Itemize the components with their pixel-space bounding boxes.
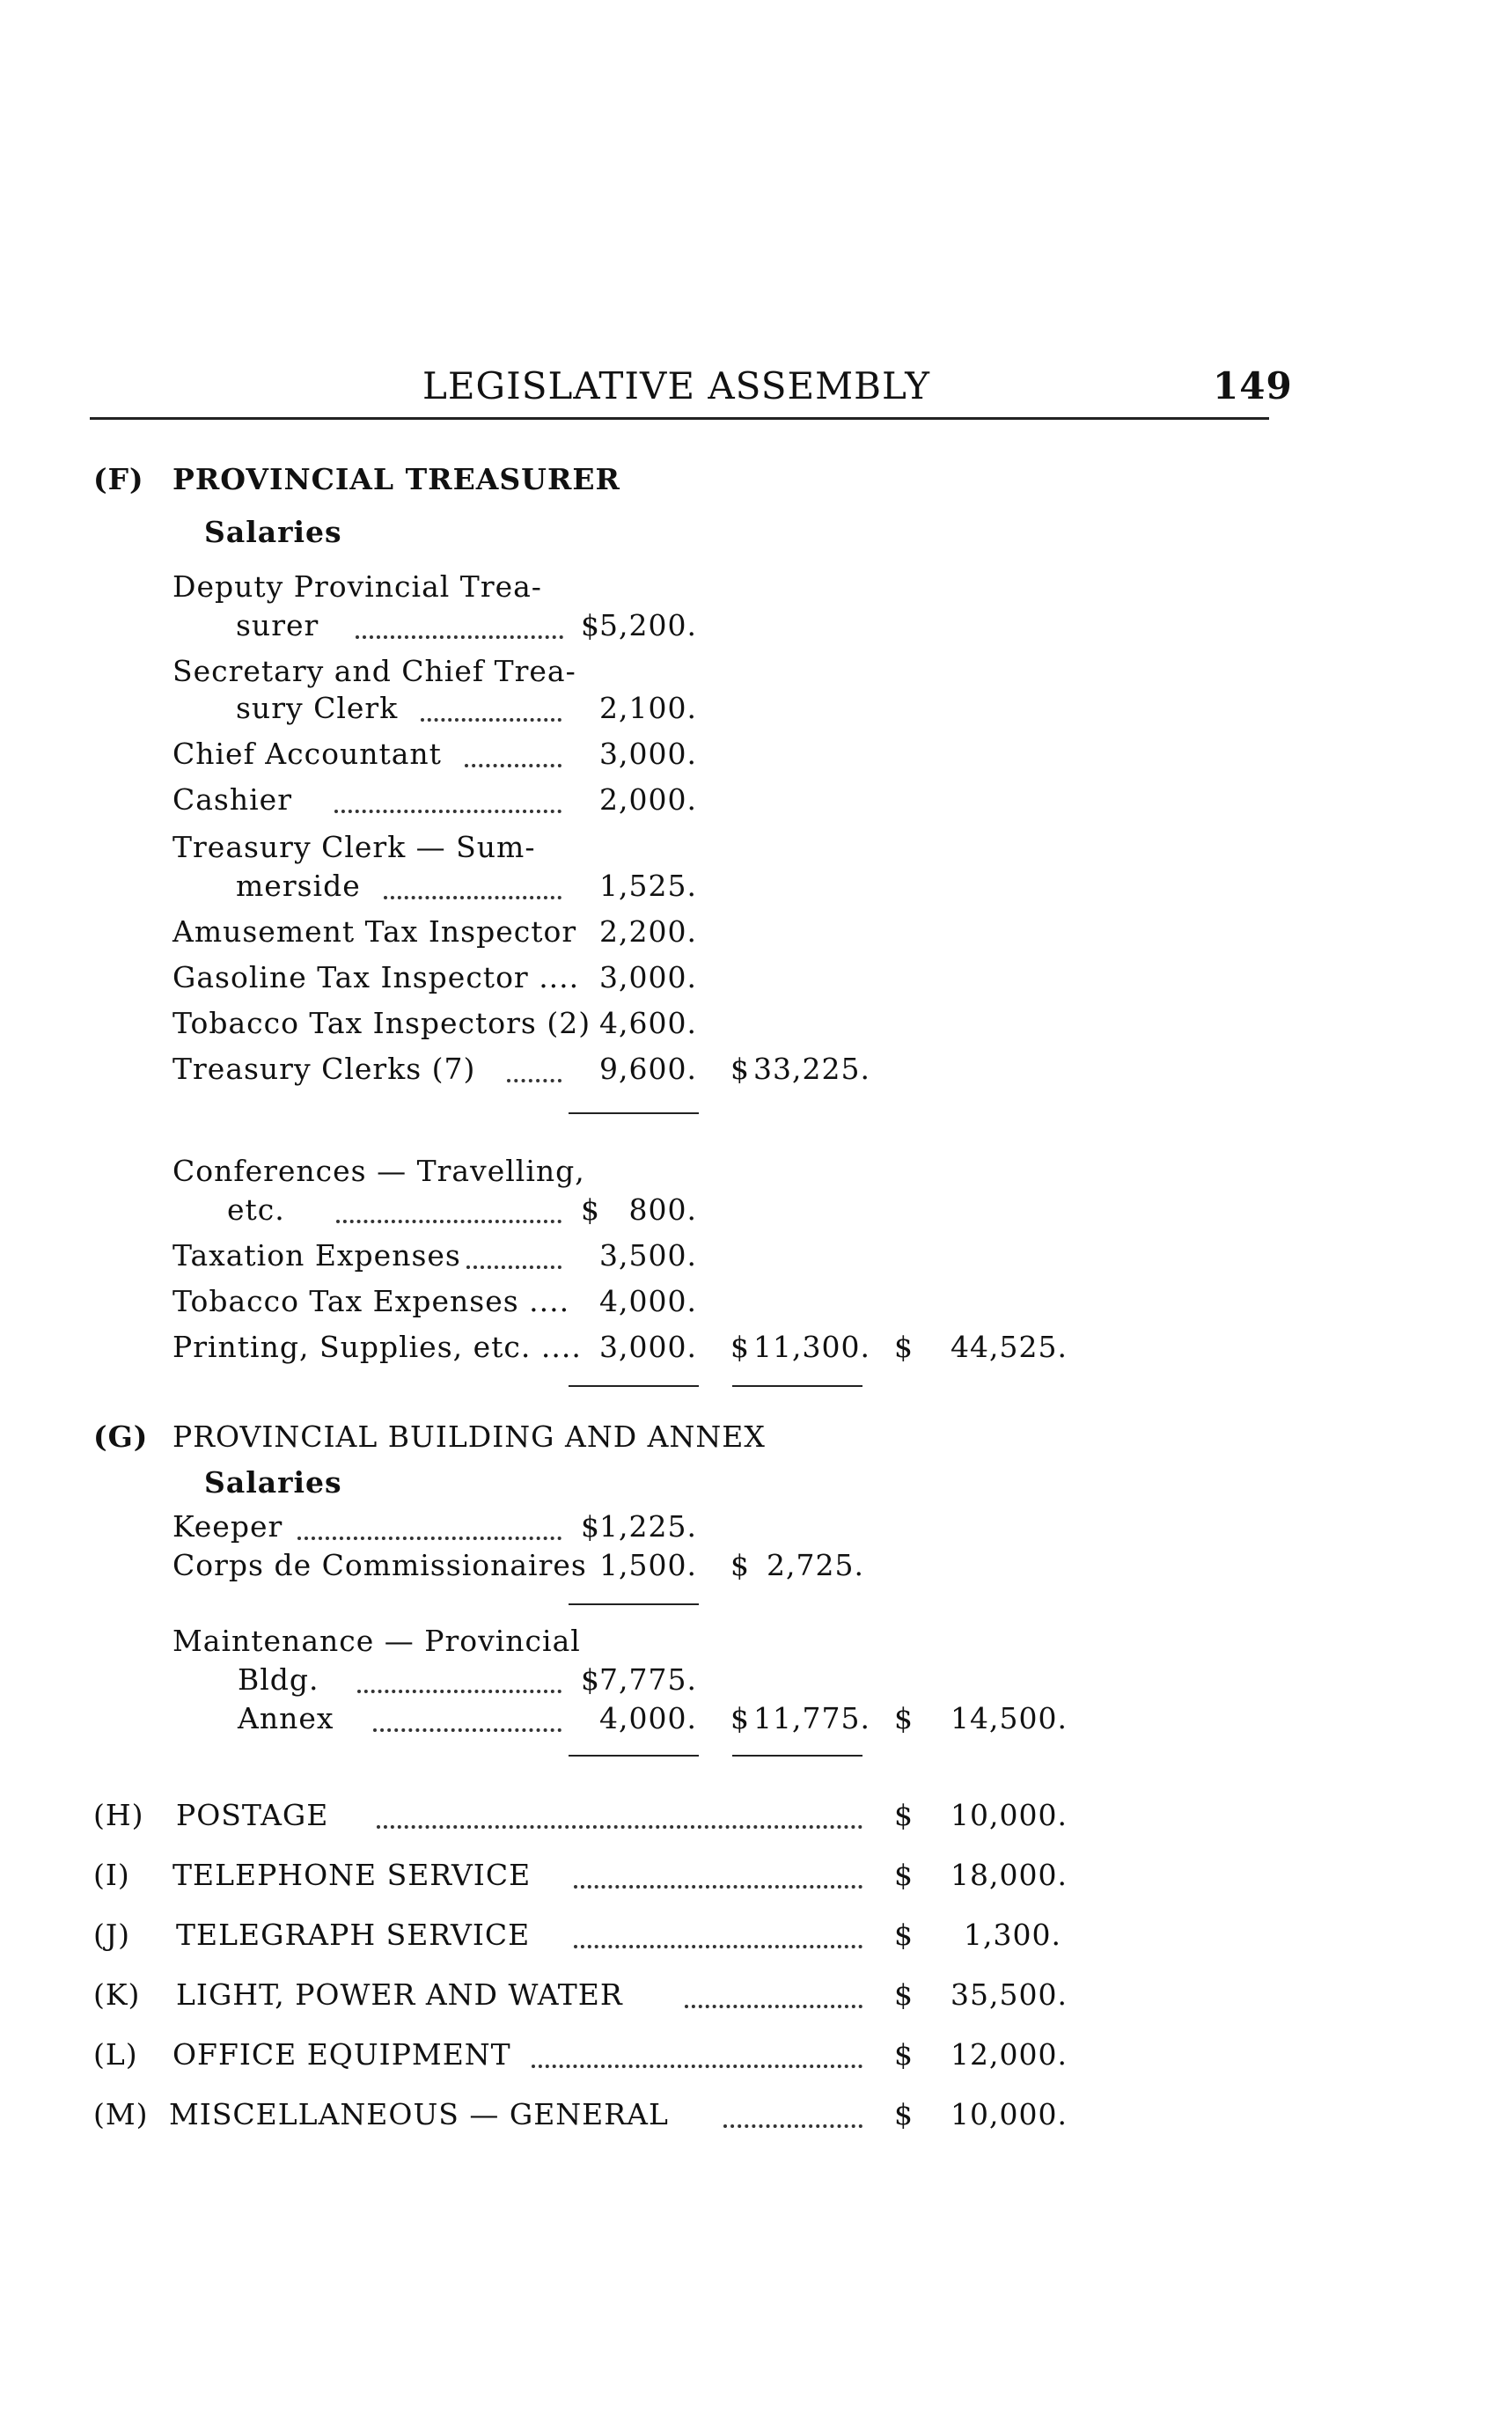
dot-leader [507,1075,561,1082]
sum-rule [569,1385,699,1387]
amount: 5,200. [599,608,697,642]
item-amount: 10,000. [951,2097,1068,2131]
row-label: Taxation Expenses [172,1238,461,1273]
row-label: Printing, Supplies, etc. .... [172,1330,582,1364]
amount: 2,100. [599,691,697,725]
section-total: 14,500. [951,1701,1068,1735]
dot-leader [373,1725,561,1732]
amount: 3,500. [599,1238,697,1273]
section-f-title: PROVINCIAL TREASURER [172,462,620,496]
item-label: LIGHT, POWER AND WATER [176,1977,623,2012]
sum-rule [569,1112,699,1114]
item-letter: (H) [93,1798,144,1832]
dollar-sign: $ [894,1858,914,1892]
dot-leader [297,1533,561,1540]
amount: 3,000. [599,737,697,771]
row-label: Cashier [172,782,292,817]
dot-leader [574,1882,862,1889]
dollar-sign: $ [894,2097,914,2131]
row-label: Deputy Provincial Trea- [172,569,542,604]
row-label: Secretary and Chief Trea- [172,654,576,688]
amount: 1,225. [599,1509,697,1544]
section-total: 44,525. [951,1330,1068,1364]
section-f-letter: (F) [93,462,144,496]
dollar-sign: $ [894,2037,914,2072]
amount: 3,000. [599,1330,697,1364]
subtotal: 11,775. [753,1701,870,1735]
subtotal: 2,725. [767,1548,864,1582]
section-f-salaries-label: Salaries [204,515,342,549]
item-label: OFFICE EQUIPMENT [172,2037,511,2072]
section-g-title: PROVINCIAL BUILDING AND ANNEX [172,1419,766,1454]
dollar-sign: $ [730,1052,750,1086]
item-label: TELEGRAPH SERVICE [176,1918,531,1952]
amount: 2,000. [599,782,697,817]
section-g-salaries-label: Salaries [204,1465,342,1500]
dollar-sign: $ [581,608,600,642]
dollar-sign: $ [730,1330,750,1364]
row-label: Keeper [172,1509,283,1544]
sum-rule [569,1755,699,1757]
item-letter: (L) [93,2037,138,2072]
subtotal: 11,300. [753,1330,870,1364]
dollar-sign: $ [894,1977,914,2012]
dollar-sign: $ [581,1192,600,1227]
amount: 4,000. [599,1284,697,1318]
row-label: Bldg. [238,1662,319,1697]
item-letter: (K) [93,1977,141,2012]
row-label: Amusement Tax Inspector [172,914,577,949]
amount: 4,600. [599,1006,697,1040]
dollar-sign: $ [581,1662,600,1697]
row-label: Treasury Clerk — Sum- [172,830,536,864]
dollar-sign: $ [894,1701,914,1735]
header-rule [90,417,1269,420]
row-label: Maintenance — Provincial [172,1624,581,1658]
row-label: surer [236,608,319,642]
row-label: Tobacco Tax Inspectors (2) [172,1006,591,1040]
dot-leader [421,715,561,722]
item-label: POSTAGE [176,1798,329,1832]
row-label: Conferences — Travelling, [172,1154,585,1188]
dot-leader [384,892,561,899]
amount: 1,500. [599,1548,697,1582]
row-label: merside [236,869,361,903]
sum-rule [732,1385,862,1387]
dot-leader [336,1216,561,1223]
dot-leader [465,760,561,767]
item-label: MISCELLANEOUS — GENERAL [169,2097,669,2131]
row-label: Annex [238,1701,334,1735]
dollar-sign: $ [894,1918,914,1952]
item-label: TELEPHONE SERVICE [172,1858,532,1892]
amount: 3,000. [599,960,697,994]
dot-leader [685,2001,862,2008]
dot-leader [356,632,563,639]
item-amount: 12,000. [951,2037,1068,2072]
row-label: Tobacco Tax Expenses .... [172,1284,570,1318]
amount: 4,000. [599,1701,697,1735]
item-amount: 35,500. [951,1977,1068,2012]
amount: 2,200. [599,914,697,949]
dot-leader [532,2061,862,2068]
dot-leader [723,2121,862,2128]
dollar-sign: $ [894,1798,914,1832]
section-g-letter: (G) [93,1419,149,1454]
sum-rule [569,1603,699,1605]
row-label: sury Clerk [236,691,399,725]
dollar-sign: $ [730,1701,750,1735]
subtotal: 33,225. [753,1052,870,1086]
item-letter: (I) [93,1858,130,1892]
row-label: Chief Accountant [172,737,442,771]
dollar-sign: $ [894,1330,914,1364]
amount: 800. [628,1192,697,1227]
item-amount: 18,000. [951,1858,1068,1892]
amount: 7,775. [599,1662,697,1697]
item-letter: (M) [93,2097,149,2131]
item-amount: 10,000. [951,1798,1068,1832]
item-amount: 1,300. [964,1918,1061,1952]
dollar-sign: $ [730,1548,750,1582]
dot-leader [377,1822,862,1829]
page-title: LEGISLATIVE ASSEMBLY [422,364,930,407]
amount: 9,600. [599,1052,697,1086]
dot-leader [574,1941,862,1948]
dollar-sign: $ [581,1509,600,1544]
row-label: Treasury Clerks (7) [172,1052,476,1086]
page-number: 149 [1213,364,1293,407]
row-label: etc. [227,1192,285,1227]
row-label: Corps de Commissionaires [172,1548,587,1582]
row-label: Gasoline Tax Inspector .... [172,960,580,994]
item-letter: (J) [93,1918,130,1952]
dot-leader [334,806,561,813]
amount: 1,525. [599,869,697,903]
dot-leader [357,1686,561,1693]
sum-rule [732,1755,862,1757]
dot-leader [466,1262,561,1269]
